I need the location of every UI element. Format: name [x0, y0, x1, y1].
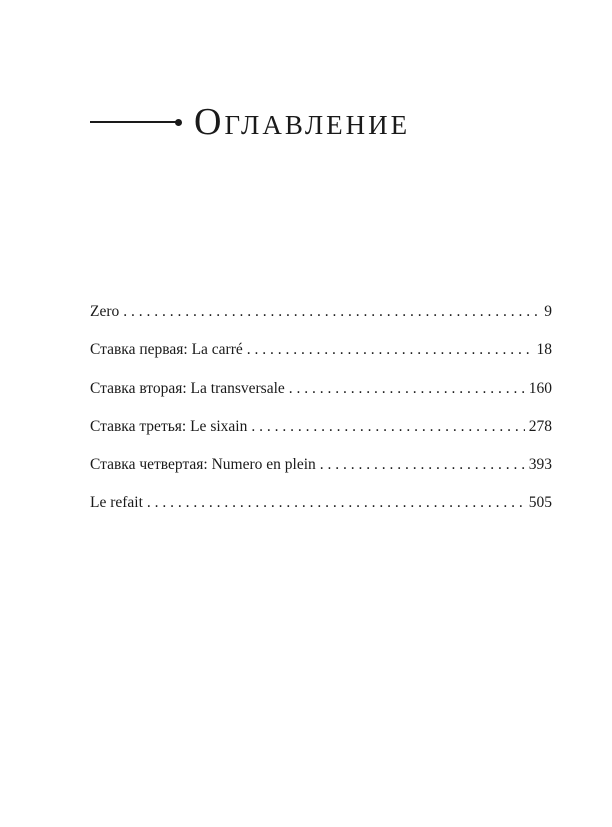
- toc-entry-third-bet[interactable]: [90, 418, 552, 456]
- toc-entry-title: Zero: [90, 303, 120, 320]
- table-of-contents: [90, 303, 552, 533]
- toc-dot-leader: [147, 494, 525, 512]
- toc-entry-page: 278: [528, 417, 552, 435]
- toc-entry-title: Ставка четвертая: Numero en plein: [90, 456, 316, 474]
- toc-entry-page: 393: [528, 456, 552, 474]
- toc-dot-leader: [251, 418, 524, 436]
- toc-entry-second-bet[interactable]: [90, 380, 552, 418]
- toc-entry-page: 505: [528, 494, 552, 512]
- heading-dot-ornament: [175, 119, 182, 126]
- toc-entry-page: 160: [528, 379, 552, 397]
- toc-entry-zero[interactable]: [90, 303, 552, 341]
- page-title: Оглавление: [194, 101, 411, 143]
- toc-entry-title: Ставка вторая: La transversale: [90, 379, 285, 397]
- toc-dot-leader: [247, 341, 533, 359]
- toc-entry-first-bet[interactable]: [90, 341, 552, 379]
- toc-dot-leader: [123, 303, 540, 321]
- toc-entry-page: 9: [544, 303, 552, 320]
- toc-entry-refait[interactable]: [90, 494, 552, 532]
- toc-entry-title: Le refait: [90, 494, 143, 512]
- toc-dot-leader: [320, 456, 525, 474]
- page-heading: [90, 96, 410, 148]
- toc-entry-fourth-bet[interactable]: [90, 456, 552, 494]
- heading-rule: [90, 121, 176, 122]
- toc-entry-title: Ставка первая: La carré: [90, 341, 243, 359]
- toc-entry-page: 18: [536, 341, 552, 359]
- toc-entry-title: Ставка третья: Le sixain: [90, 417, 248, 435]
- toc-dot-leader: [289, 380, 525, 398]
